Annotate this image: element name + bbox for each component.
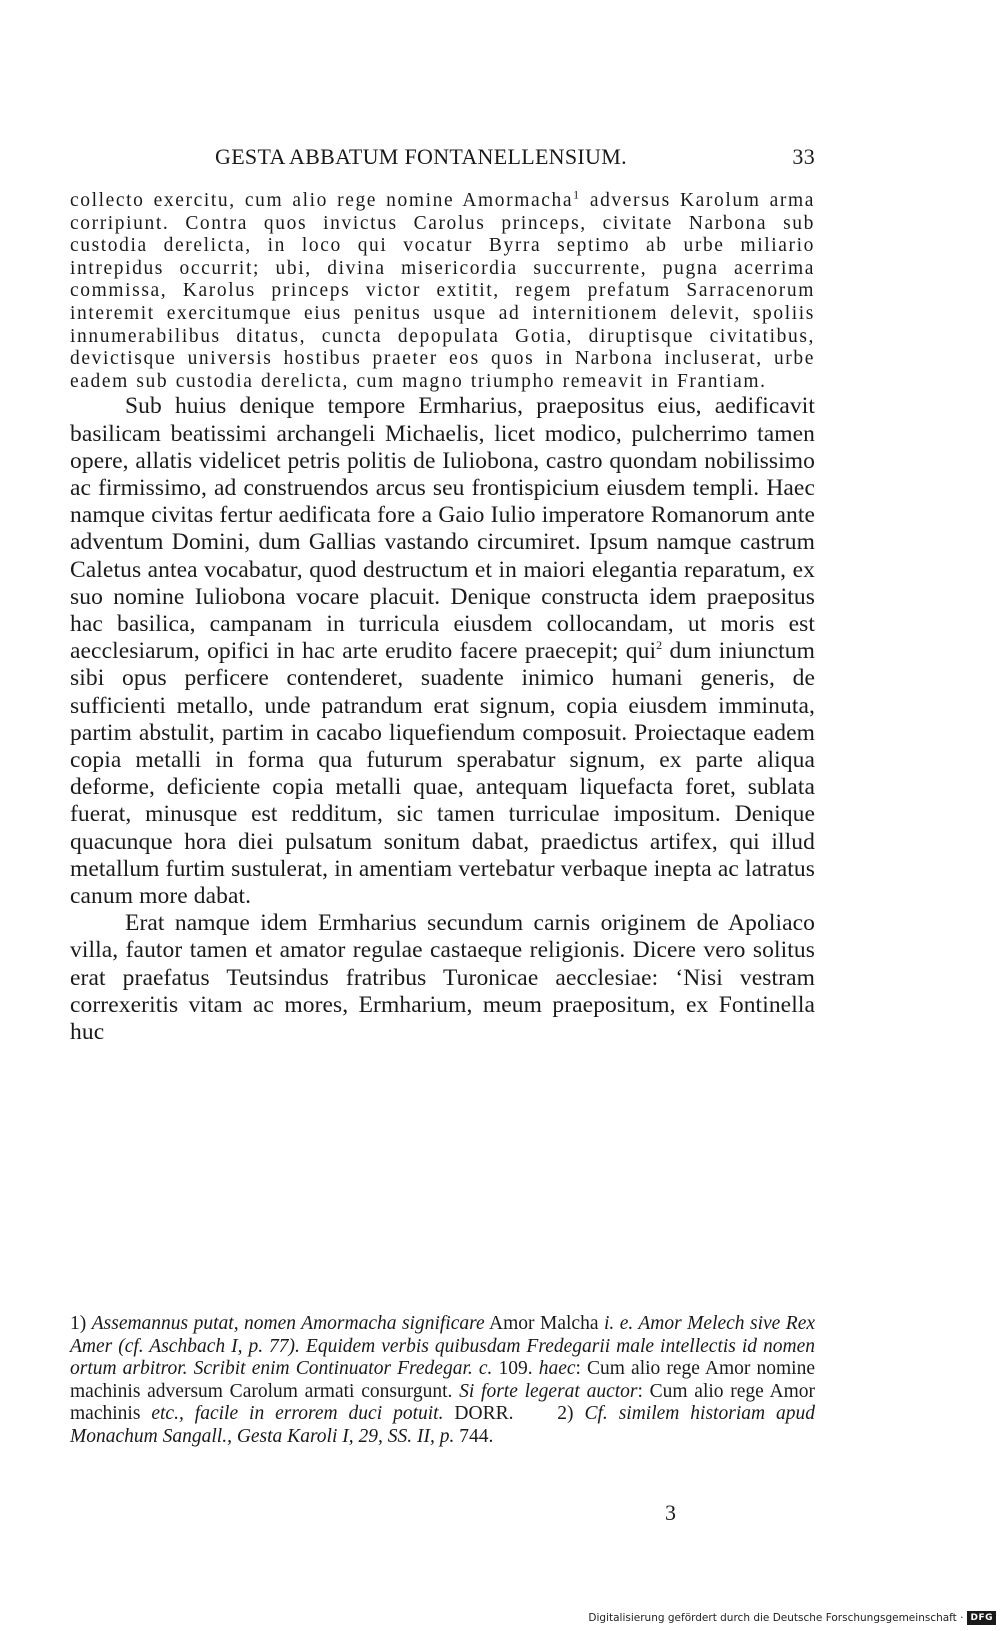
footnote-1-e: haec — [538, 1358, 576, 1380]
footnote-1-d: 109. — [492, 1358, 539, 1380]
footnotes — [70, 1313, 815, 1449]
footnote-1-j: DORR. — [443, 1403, 514, 1425]
footnote-1-g: Si forte legerat auctor — [459, 1380, 638, 1402]
footnote-1 — [70, 1313, 815, 1449]
footnote-2-a: Cf. similem historiam apud Monachum Sangall., Gesta Karoli I, 29, SS. II, p. — [70, 1403, 816, 1447]
paragraph-2 — [70, 393, 815, 910]
footnote-1-c: i. e. Amor Melech sive Rex Amer (cf. Aschbach I, p. 77). Equidem verbis quibusdam Fredegarii male intellectis id nomen ortum arbitror. Scribit enim Continuator Fredegar. c. — [70, 1313, 816, 1380]
running-header — [70, 144, 815, 174]
footnote-2-marker: 2) — [557, 1403, 574, 1425]
footnote-ref-2: 2 — [656, 638, 663, 653]
footnote-1-h: : Cum alio rege Amor machinis — [70, 1380, 815, 1425]
footnote-ref-1: 1 — [573, 187, 581, 202]
paragraph-2-rest: dum iniunctum sibi opus perficere contenderet, suadente inimico humani generis, de sufficienti metallo, unde patrandum erat signum, copia eiusdem imminuta, partim abstulit, partim in cacabo liquefiendum composuit. Proiectaque eadem copia metalli in forma qua futurum sperabatur signum, ex parte aliqua deforme, deficiente copia metalli quae, antequam liquefacta foret, sublata fuerat, minusque est redditum, sic tamen turriculae impositum. Denique quacunque hora diei pulsatum sonitum dabat, praedictus artifex, qui illud metallum furtim sustulerat, in amentiam vertebatur verbaque inepta ac latratus canum more dabat. — [70, 638, 815, 909]
paragraph-1-rest: adversus Karolum arma corripiunt. Contra quos invictus Carolus princeps, civitate Narbona sub custodia derelicta, in loco qui vocatur Byrra septimo ab urbe miliario intrepidus occurrit; ubi, divina misericordia succurrente, pugna acerrima commissa, Karolus princeps victor extitit, regem prefatum Sarracenorum interemit exercitumque eius penitus usque ad internitionem delevit, spoliis innumerabilibus ditatus, cuncta depopulata Gotia, diruptisque civitatibus, devictisque universis hostibus praeter eos quos in Narbona incluserat, urbe eadem sub custodia derelicta, cum magno triumpho remeavit in Frantiam. — [70, 190, 815, 392]
running-title: GESTA ABBATUM FONTANELLENSIUM. — [215, 144, 627, 169]
digitization-credit — [588, 1611, 996, 1625]
credit-text: Digitalisierung gefördert durch die Deutsche Forschungsgemeinschaft · — [588, 1612, 964, 1624]
footnote-2-b: 744. — [454, 1425, 494, 1447]
page-number: 33 — [792, 144, 815, 169]
paragraph-1-text: collecto exercitu, cum alio rege nomine Amormacha — [70, 190, 574, 211]
dfg-logo: DFG — [967, 1611, 996, 1625]
paragraph-3: Erat namque idem Ermharius secundum carnis originem de Apoliaco villa, fautor tamen et amator regulae castaeque religionis. Dicere vero solitus erat praefatus Teutsindus fratribus Turonicae aecclesiae: ‘Nisi vestram correxeritis vitam ac mores, Ermharium, meum praepositum, ex Fontinella huc — [70, 910, 815, 1046]
paragraph-1 — [70, 187, 815, 393]
footnote-1-marker: 1) — [70, 1313, 87, 1334]
footnote-1-a: Assemannus putat, nomen Amormacha significare — [91, 1313, 485, 1334]
signature-mark: 3 — [665, 1500, 676, 1525]
footnote-1-i: etc., facile in errorem duci potuit. — [151, 1403, 444, 1425]
main-text — [70, 187, 815, 1046]
footnote-1-b: Amor Malcha — [484, 1313, 604, 1334]
footnote-1-f: : Cum alio rege Amor nomine machinis adversum Carolum armati consurgunt. — [70, 1358, 816, 1402]
paragraph-2-text: Sub huius denique tempore Ermharius, praepositus eius, aedificavit basilicam beatissimi archangeli Michaelis, licet modico, pulcherrimo tamen opere, allatis videlicet petris politis de Iuliobona, castro quondam nobilissimo ac firmissimo, ad construendos arcus seu frontispicium eiusdem templi. Haec namque civitas fertur aedificata fore a Gaio Iulio imperatore Romanorum ante adventum Domini, dum Gallias vastando circumiret. Ipsum namque castrum Caletus antea vocabatur, quod destructum et in maiori elegantia reparatum, ex suo nomine Iuliobona vocare placuit. Denique constructa idem praepositus hac basilica, campanam in turricula eiusdem collocandam, ut moris est aecclesiarum, opifici in hac arte erudito facere praecepit; qui — [70, 393, 815, 665]
